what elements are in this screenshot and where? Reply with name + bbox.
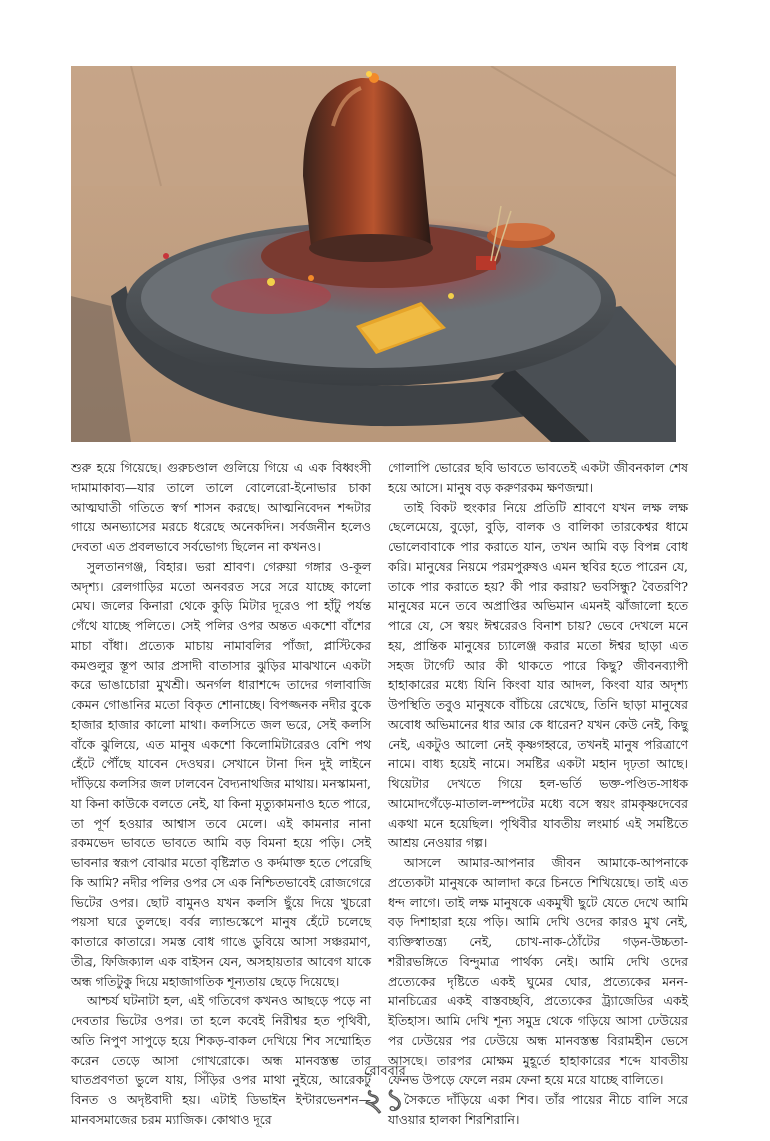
paragraph: আশ্চর্য ঘটনাটা হল, এই গতিবেগ কখনও আছড়ে পড়ে না দেবতার ভিটের ওপর। তা হলে কবেই নিরীশ্বর হত পৃথিবী, অতি নিপুণ সাপুড়ে হয়ে শিকড়-বাকল দেখিয়ে শিব সম্মোহিত করেন তেড়ে আসা গোখরোকে। অন্ধ মানবস্তম্ভ তার ঘাতপ্রবণতা ভুলে যায়, সিঁড়ির ওপর মাথা নুইয়ে, আরেকটু বিনত ও অদৃষ্টবাদী হয়। এটাই ডিভাইন ইন্টারভেনশন—মানবসমাজের চরম ম্যাজিক। কোথাও দূরে	[71, 993, 371, 1127]
magazine-name: রোববার	[364, 1064, 406, 1079]
paragraph: আসলে আমার-আপনার জীবন আমাকে-আপনাকে প্রত্যেকটা মানুষকে আলাদা করে চিনতে শিখিয়েছে। তাই এত ধন্দ লাগে। তাই লক্ষ মানুষকে একমুখী ছুটে যেতে দেখে আমি বড় দিশাহারা হয়ে পড়ি। আমি দেখি ওদের কারও মুখ নেই, ব্যক্তিস্বাতন্ত্র্য নেই, চোখ-নাক-ঠোঁটের গড়ন-উচ্চতা-শরীরভঙ্গিতে বিন্দুমাত্র পার্থক্য নেই। আমি দেখি ওদের প্রত্যেকের দৃষ্টিতে একই ঘুমের ঘোর, প্রত্যেকের মনন-মানচিত্রের একই বাস্তবচ্ছবি, প্রত্যেকের ট্র্যাজেডির একই ইতিহাস। আমি দেখি শূন্য সমুদ্র থেকে গড়িয়ে আসা ঢেউয়ের পর ঢেউয়ের পর ঢেউয়ে অন্ধ মানবস্তম্ভ বিরামহীন ভেসে আসছে। তারপর মোক্ষম মুহূর্তে হাহাকারের শব্দে যাবতীয় ফেনভ উপড়ে ফেলে নরম ফেনা হয়ে মরে যাচ্ছে বালিতে।	[388, 855, 688, 1088]
paragraph: শুরু হয়ে গিয়েছে। গুরুচণ্ডাল গুলিয়ে গিয়ে এ এক বিধ্বংসী দামামাকাব্য—যার তালে তালে বোলেরো-ইনোভার চাকা আত্মঘাতী গতিতে স্বর্গ শাসন করছে। আত্মনিবেদন শব্দটার গায়ে অনভ্যাসের মরচে ধরেছে অনেকদিন। সর্বজনীন হলেও দেবতা এত প্রবলভাবে সর্বভোগ্য ছিলেন না কখনও।	[71, 460, 371, 554]
shiva-lingam-photo	[71, 66, 676, 442]
left-text-column	[71, 458, 371, 1130]
paragraph: সুলতানগঞ্জ, বিহার। ভরা শ্রাবণ। গেরুয়া গঙ্গার ও-কূল অদৃশ্য। রেলগাড়ির মতো অনবরত সরে সরে যাচ্ছে কালো মেঘ। জলের কিনারা থেকে কুড়ি মিটার দূরেও পা হাঁটু পর্যন্ত গেঁথে যাচ্ছে পলিতে। সেই পলির ওপর অন্তত একশো বাঁশের মাচা বাঁধা। প্রত্যেক মাচায় নামাবলির পাঁজা, প্লাস্টিকের কমণ্ডলুর স্তূপ আর প্রসাদী বাতাসার ঝুড়ির মাঝখানে একটা করে ভাঙাচোরা মুখশ্রী। অনর্গল ধারাশব্দে তাদের গলাবাজি কেমন গোঙানির মতো বিকৃত শোনাচ্ছে। বিপজ্জনক নদীর বুকে হাজার হাজার কালো মাথা। কলসিতে জল ভরে, সেই কলসি বাঁকে ঝুলিয়ে, এত মানুষ একশো কিলোমিটারেরও বেশি পথ হেঁটে পৌঁছে যাবেন দেওঘর। সেখানে টানা দিন দুই লাইনে দাঁড়িয়ে কলসির জল ঢালবেন বৈদ্যনাথজির মাথায়। মনস্কামনা, যা কিনা কাউকে বলতে নেই, যা কিনা মৃত্যুকামনাও হতে পারে, তা পূর্ণ হওয়ার আশ্বাস তবে মেলে। এই কামনার নানা রকমভেদ ভাবতে ভাবতে আমি বড় বিমনা হয়ে পড়ি। সেই ভাবনার স্বরূপ বোঝার মতো বৃষ্টিস্নাত ও কর্দমাক্ত হতে পেরেছি কি আমি? নদীর পলির ওপর সে এক নিশ্চিতভাবেই রোজগেরে ভিটের ওপর। ছোট বামুনও যখন কলসি ছুঁয়ে দিয়ে খুচরো পয়সা ঘরে তুলছে। বর্বর ল্যান্ডস্কেপে মানুষ হেঁটে চলেছে কাতারে কাতারে। সমস্ত বোধ গাঙে ডুবিয়ে আসা সঞ্চরমাণ, তীব্র, ফিজিক্যাল এক বাইসন যেন, অসহায়তার আবেগ যাকে অন্ধ গতিটুকু দিয়ে মহাজাগতিক শূন্যতায় ছেড়ে দিয়েছে।	[71, 558, 371, 989]
paragraph: তাই বিকট হুংকার নিয়ে প্রতিটি শ্রাবণে যখন লক্ষ লক্ষ ছেলেমেয়ে, বুড়ো, বুড়ি, বালক ও বালিকা তারকেশ্বর ধামে ভোলেবাবাকে পার করাতে যান, তখন আমি বড় বিপন্ন বোধ করি। মানুষের নিয়মে পরমপুরুষও এমন স্থবির হতে পারেন যে, তাকে পার করাতে হয়? কী পার করায়? ভবসিন্ধু? বৈতরণি? মানুষের মনে তবে অপ্রাপ্তির অভিমান এমনই ঝাঁজালো হতে পারে যে, সে স্বয়ং ঈশ্বরেরও বিনাশ চায়? ভেবে দেখলে মনে হয়, প্রান্তিক মানুষের চ্যালেঞ্জ করার মতো ঈশ্বর ছাড়া এত সহজ টার্গেট আর কী থাকতে পারে কিছু? জীবনব্যাপী হাহাকারের মধ্যে যিনি কিংবা যার আদল, কিংবা যার অদৃশ্য উপস্থিতি তবুও মানুষকে বাঁচিয়ে রেখেছে, তিনি ছাড়া মানুষের অবোধ অভিমানের ধার আর কে ধারেন? যখন কেউ নেই, কিছু নেই, একটুও আলো নেই কৃষ্ণগহ্বরে, তখনই মানুষ পরিত্রাণে নামে। বাধ্য হয়েই নামে। সমষ্টির একটা মহান দৃঢ়তা আছে। থিয়েটার দেখতে গিয়ে হল-ভর্তি ভক্ত-পণ্ডিত-সাধক আমোদগেঁড়ে-মাতাল-লম্পটের মধ্যে বসে স্বয়ং রামকৃষ্ণদেবের একথা মনে হয়েছিল। পৃথিবীর যাবতীয় লংমার্চ এই সমষ্টিতে আশ্রয় নেওয়ার গল্প।	[388, 499, 688, 851]
page-number: ২১	[363, 1083, 407, 1118]
paragraph: গোলাপি ভোরের ছবি ভাবতে ভাবতেই একটা জীবনকাল শেষ হয়ে আসে। মানুষ বড় করুণরকম ক্ষণজন্মা।	[388, 460, 688, 495]
paragraph: সৈকতে দাঁড়িয়ে একা শিব। তাঁর পায়ের নীচে বালি সরে যাওয়ার হালকা শিরশিরানি।	[388, 1092, 688, 1127]
right-text-column	[388, 458, 688, 1130]
